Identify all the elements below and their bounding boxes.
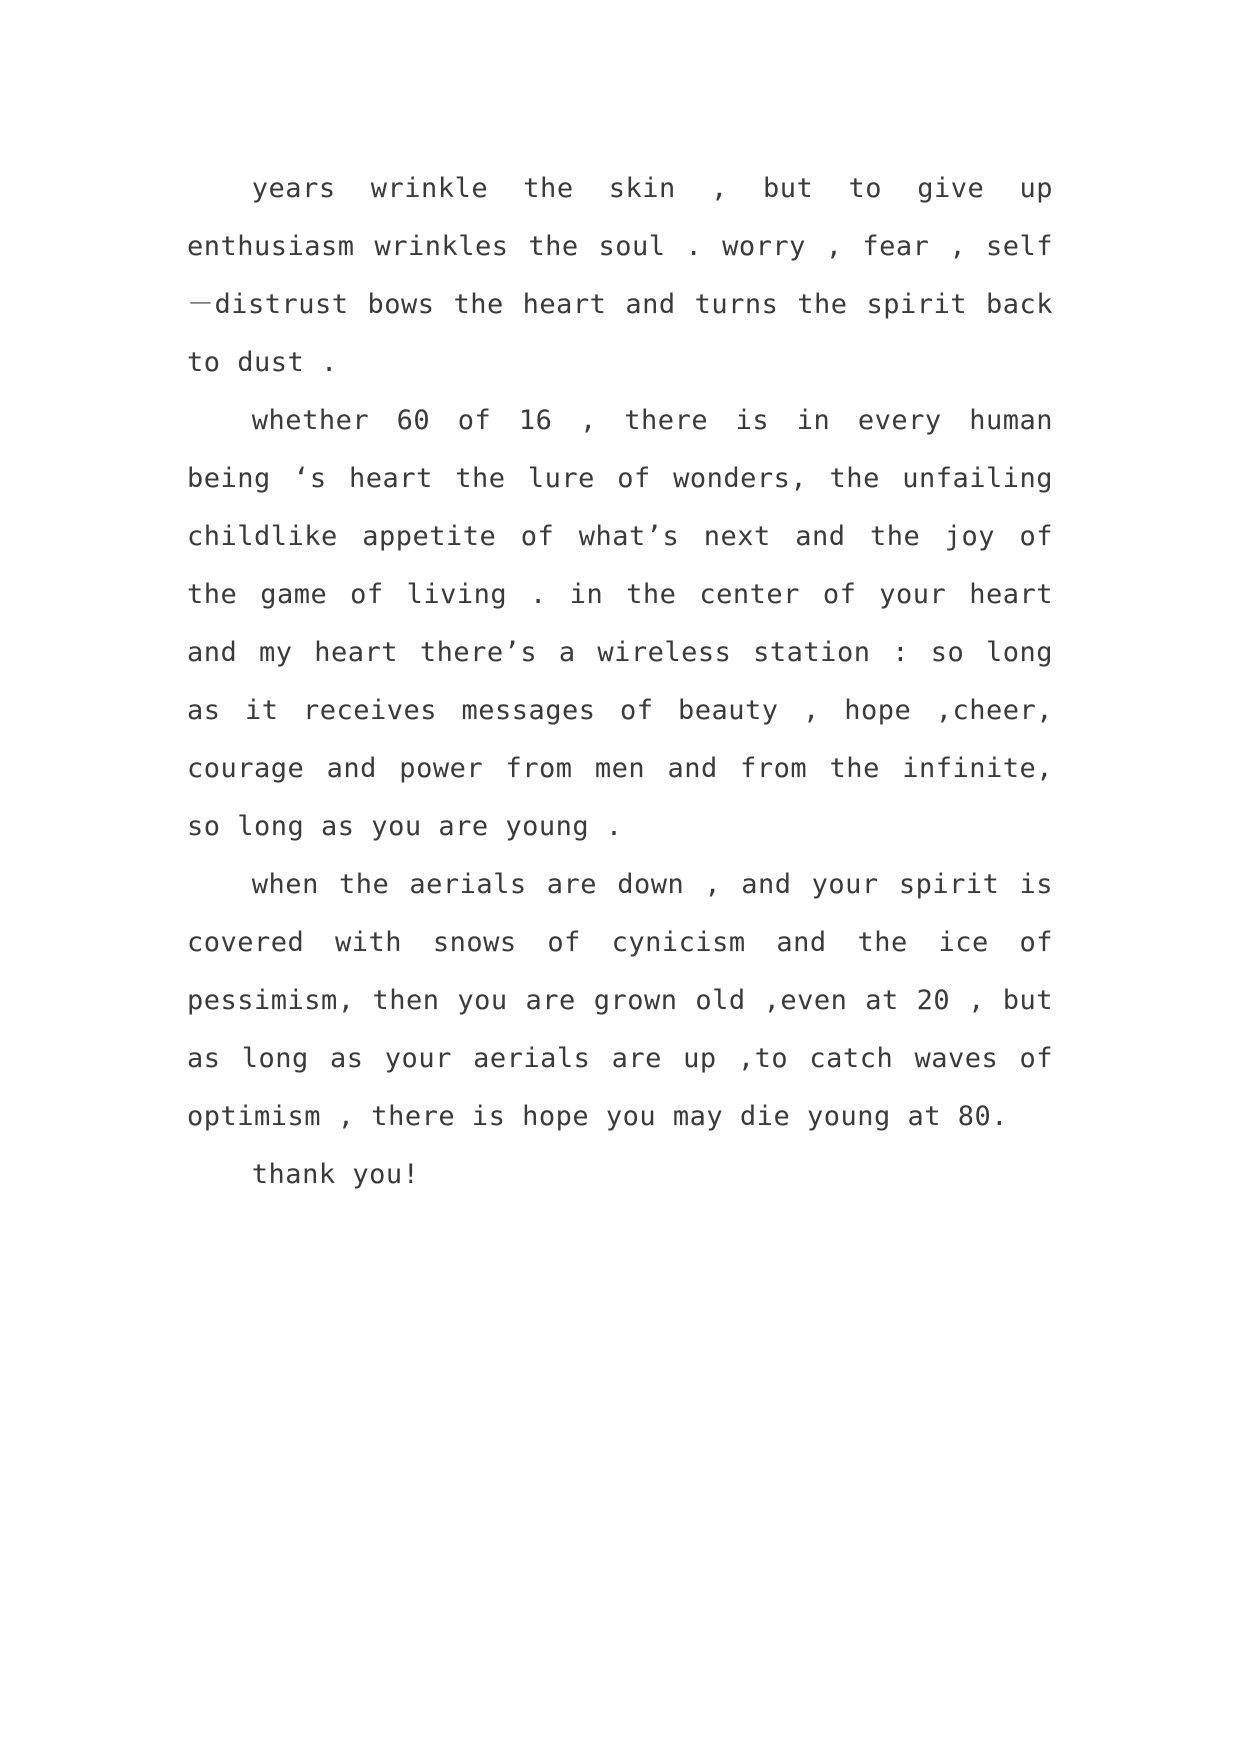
paragraph-thank-you: thank you! — [251, 1159, 420, 1190]
body-text — [187, 160, 1053, 1204]
paragraph-human-heart: whether 60 of 16 , there is in every human being ‘s heart the lure of wonders, the unfailing childlike appetite of what’s next and the joy of the game of living . in the center of your heart and my heart there’s a wireless station : so long as it receives messages of beauty , hope ,cheer, courage and power from men and from the infinite, so long as you are young . — [187, 405, 1053, 842]
paragraph-youth-wrinkles: years wrinkle the skin , but to give up enthusiasm wrinkles the soul . worry , fear , self －distrust bows the heart and turns the spirit back to dust . — [187, 173, 1053, 378]
paragraph-aerials: when the aerials are down , and your spirit is covered with snows of cynicism and the ice of pessimism, then you are grown old ,even at 20 , but as long as your aerials are up ,to catch waves of optimism , there is hope you may die young at 80. — [187, 869, 1053, 1132]
